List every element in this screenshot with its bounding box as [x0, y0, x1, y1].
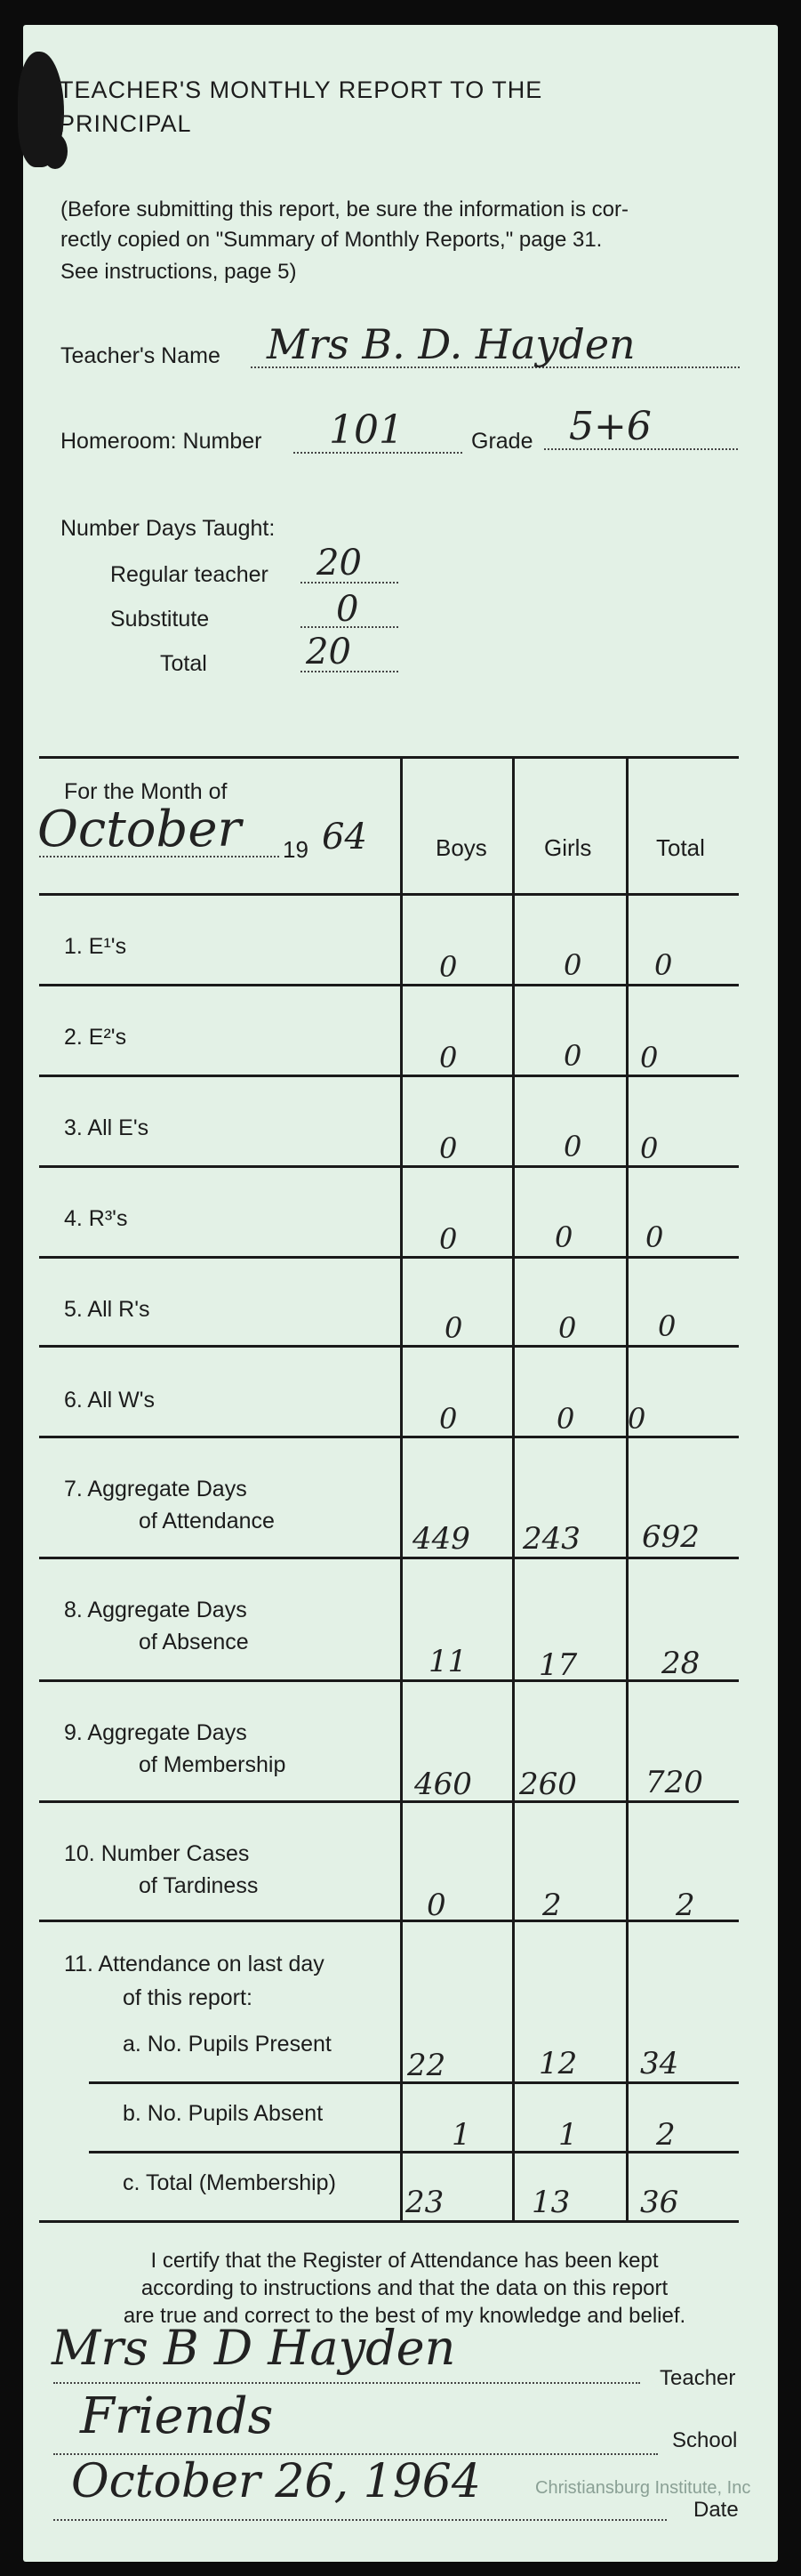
instructions-line2: rectly copied on "Summary of Monthly Reports," page 31. [60, 228, 603, 252]
row-rule [39, 893, 739, 896]
cell-girls: 243 [523, 1521, 581, 1557]
cell-total: 36 [640, 2185, 679, 2220]
cell-total: 0 [640, 1131, 659, 1165]
month-label: For the Month of [64, 779, 228, 804]
row-rule [39, 1345, 739, 1348]
substitute-label: Substitute [110, 607, 210, 632]
regular-teacher-label: Regular teacher [110, 562, 268, 587]
certification-line1: I certify that the Register of Attendance has been kept [150, 2249, 659, 2273]
row-label-tardiness-a: 10. Number Cases [64, 1841, 250, 1866]
teacher-line [53, 2382, 640, 2384]
cell-total: 0 [640, 1041, 659, 1075]
cell-total: 2 [656, 2117, 676, 2153]
cell-boys: 1 [452, 2117, 471, 2153]
row-rule [39, 1800, 739, 1803]
cell-boys: 22 [407, 2048, 446, 2083]
row-label-e2: 2. E²'s [64, 1025, 127, 1050]
grade-value: 5+6 [569, 404, 652, 449]
col-girls: Girls [544, 834, 592, 861]
cell-girls: 1 [558, 2117, 578, 2153]
teacher-name-label: Teacher's Name [60, 343, 220, 368]
cell-boys: 0 [439, 1041, 458, 1075]
row-label-last-day-a: 11. Attendance on last day [64, 1952, 324, 1976]
watermark: Christiansburg Institute, Inc [535, 2478, 751, 2498]
row-label-tardiness-b: of Tardiness [139, 1873, 259, 1898]
certification-line3: are true and correct to the best of my knowledge and belief. [123, 2304, 686, 2328]
row-label-absent: b. No. Pupils Absent [123, 2101, 324, 2126]
row-label-r3: 4. R³'s [64, 1206, 128, 1231]
cell-girls: 13 [532, 2185, 571, 2220]
cell-boys: 11 [429, 1644, 468, 1679]
instructions-line1: (Before submitting this report, be sure the information is cor- [60, 197, 629, 221]
cell-girls: 2 [542, 1888, 562, 1923]
date-value: October 26, 1964 [71, 2455, 481, 2508]
row-label-attendance-a: 7. Aggregate Days [64, 1477, 247, 1501]
certification-line2: according to instructions and that the data on this report [140, 2276, 669, 2300]
row-label-membership-a: 9. Aggregate Days [64, 1720, 247, 1745]
regular-teacher-value: 20 [316, 543, 362, 584]
cell-boys: 0 [439, 1402, 458, 1436]
row-label-all-e: 3. All E's [64, 1115, 149, 1140]
row-label-attendance-b: of Attendance [139, 1509, 275, 1534]
row-label-all-r: 5. All R's [64, 1297, 150, 1322]
cell-girls: 0 [558, 1311, 577, 1345]
cell-total: 720 [645, 1765, 703, 1800]
cell-girls: 260 [519, 1767, 577, 1802]
cell-boys: 0 [427, 1888, 446, 1923]
row-rule [39, 1256, 739, 1259]
cell-girls: 0 [564, 948, 582, 982]
instructions-line3: See instructions, page 5) [60, 260, 297, 284]
title-line2: PRINCIPAL [59, 110, 192, 137]
table-top-rule [39, 756, 739, 759]
col-boys: Boys [436, 834, 487, 861]
row-label-all-w: 6. All W's [64, 1388, 156, 1413]
month-line [39, 856, 279, 857]
cell-total: 0 [645, 1220, 664, 1254]
table-bottom-rule [39, 2220, 739, 2223]
cell-total: 0 [658, 1309, 677, 1343]
row-rule [39, 1075, 739, 1077]
year-prefix: 19 [283, 836, 308, 863]
cell-boys: 449 [413, 1521, 470, 1557]
cell-boys: 0 [445, 1311, 463, 1345]
days-taught-label: Number Days Taught: [60, 516, 276, 541]
year-value: 64 [322, 817, 367, 857]
cell-total: 34 [640, 2046, 679, 2081]
col-rule [626, 756, 629, 2222]
row-rule [39, 1679, 739, 1682]
row-label-total-membership: c. Total (Membership) [123, 2170, 336, 2195]
cell-girls: 0 [557, 1402, 575, 1436]
ink-stain-drip [43, 133, 68, 169]
cell-girls: 17 [539, 1647, 578, 1683]
col-rule [512, 756, 515, 2222]
cell-total: 0 [628, 1402, 646, 1436]
teacher-label: Teacher [660, 2366, 736, 2390]
teacher-signature: Mrs B D Hayden [52, 2320, 456, 2376]
school-label: School [672, 2428, 738, 2452]
cell-girls: 0 [564, 1039, 582, 1073]
cell-girls: 0 [564, 1130, 582, 1163]
grade-label: Grade [471, 429, 533, 454]
row-label-e1: 1. E¹'s [64, 934, 127, 959]
cell-girls: 12 [539, 2046, 578, 2081]
row-rule [39, 1436, 739, 1438]
title-line1: TEACHER'S MONTHLY REPORT TO THE [59, 76, 543, 103]
cell-total: 2 [676, 1888, 695, 1923]
total-days-label: Total [160, 651, 207, 676]
cell-girls: 0 [555, 1220, 573, 1254]
col-total: Total [656, 834, 705, 861]
cell-boys: 23 [405, 2185, 445, 2220]
cell-boys: 0 [439, 950, 458, 984]
row-label-absence-b: of Absence [139, 1630, 249, 1654]
total-days-value: 20 [306, 632, 351, 672]
cell-total: 28 [661, 1646, 701, 1681]
row-label-last-day-b: of this report: [123, 1985, 252, 2010]
row-label-absence-a: 8. Aggregate Days [64, 1598, 247, 1622]
date-label: Date [693, 2498, 739, 2522]
teacher-name-value: Mrs B. D. Hayden [267, 320, 636, 368]
row-rule [39, 984, 739, 986]
cell-total: 692 [642, 1519, 700, 1555]
homeroom-label: Homeroom: Number [60, 429, 262, 454]
cell-total: 0 [654, 948, 673, 982]
row-rule [39, 1165, 739, 1168]
school-value: Friends [80, 2387, 274, 2445]
row-label-membership-b: of Membership [139, 1752, 286, 1777]
row-label-present: a. No. Pupils Present [123, 2032, 332, 2057]
homeroom-value: 101 [329, 407, 404, 453]
cell-boys: 0 [439, 1131, 458, 1165]
row-rule [39, 1920, 739, 1922]
row-rule [39, 1557, 739, 1559]
substitute-value: 0 [336, 589, 359, 630]
col-rule [400, 756, 403, 2222]
date-line [53, 2519, 667, 2521]
row-rule [89, 2151, 739, 2153]
month-value: October [37, 801, 242, 858]
cell-boys: 460 [414, 1767, 472, 1802]
cell-boys: 0 [439, 1222, 458, 1256]
